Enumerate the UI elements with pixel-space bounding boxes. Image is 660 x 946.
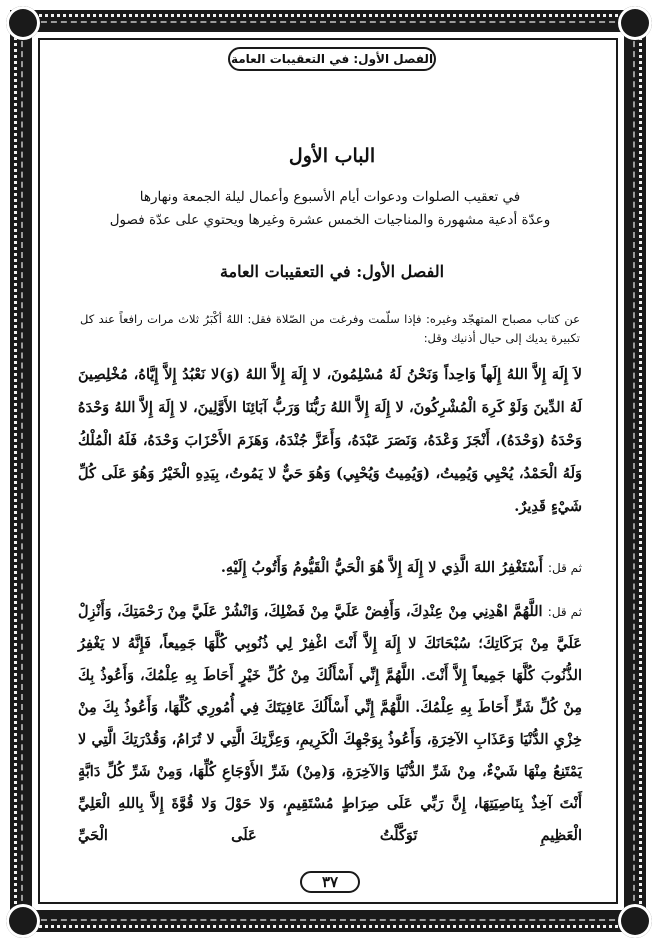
dua-istighfar-prefix: ثم قل:: [547, 561, 582, 575]
dua-hidayah: [78, 596, 582, 852]
chapter-intro: [80, 186, 580, 232]
intro-line-1: في تعقيب الصلوات ودعوات أيام الأسبوع وأعمال ليلة الجمعة ونهارها: [139, 189, 521, 205]
border-corner-ornament-bottom-right: [618, 904, 652, 938]
border-corner-ornament-top-left: [6, 6, 40, 40]
source-note: عن كتاب مصباح المتهجّد وغيره: فإذا سلّمت وفرغت من الصّلاة فقل: اللهُ أكْبَرُ ثلاث مرات رافعاً عند كل تكبيرة يديك إلى حيال أذنيك وقل:: [80, 312, 580, 345]
page-number: ٣٧: [300, 871, 360, 893]
running-header: [228, 47, 436, 71]
dua-hidayah-prefix: ثم قل:: [547, 605, 582, 619]
running-header-title: الفصل الأول: في التعقيبات العامة: [230, 52, 434, 66]
chapter-title: الباب الأول: [288, 145, 376, 167]
dua-tahlil: لاَ إِلَهَ إِلاَّ اللهُ إِلَهاً وَاحِداً وَنَحْنُ لَهُ مُسْلِمُونَ، لا إِلَهَ إِلاَّ اللهُ (وَ)لا نَعْبُدُ إِلاَّ إِيَّاهُ، مُخْلِصِينَ لَهُ الدِّينَ وَلَوْ كَرِهَ الْمُشْرِكُونَ، لا إِلَهَ إِلاَّ اللهُ رَبُّنَا وَرَبُّ آبَائِنَا الأَوَّلِينَ، لا إِلَهَ إِلاَّ اللهُ وَحْدَهُ وَحْدَهُ (وَحْدَهُ)، أَنْجَزَ وَعْدَهُ، وَنَصَرَ عَبْدَهُ، وَأَعَزَّ جُنْدَهُ، وَهَزَمَ الأَحْزَابَ وَحْدَهُ، فَلَهُ الْمُلْكُ وَلَهُ الْحَمْدُ، يُحْيِي وَيُمِيتُ، (وَيُمِيتُ وَيُحْيِي) وَهُوَ حَيٌّ لا يَمُوتُ، بِيَدِهِ الْخَيْرُ وَهُوَ عَلَى كُلِّ شَيْءٍ قَدِيرٌ.: [78, 366, 582, 515]
dua-istighfar: [78, 553, 582, 583]
intro-line-2: وعدّة أدعية مشهورة والمناجيات الخمس عشرة وغيرها ويحتوي على عدّة فصول: [109, 212, 551, 228]
dua-hidayah-text: اللَّهُمَّ اهْدِنِي مِنْ عِنْدِكَ، وَأَفِضْ عَلَيَّ مِنْ فَضْلِكَ، وَانْشُرْ عَلَيَّ مِنْ رَحْمَتِكَ، وَأَنْزِلْ عَلَيَّ مِنْ بَرَكَاتِكَ؛ سُبْحَانَكَ لا إِلَهَ إِلاَّ أَنْتَ اغْفِرْ لِي ذُنُوبِي كُلَّهَا جَمِيعاً، فَإِنَّهُ لا يَغْفِرُ الذُّنُوبَ كُلَّهَا جَمِيعاً إِلاَّ أَنْتَ. اللَّهُمَّ إِنِّي أَسْأَلُكَ مِنْ كُلِّ خَيْرٍ أَحَاطَ بِهِ عِلْمُكَ، وَأَعُوذُ بِكَ مِنْ كُلِّ شَرٍّ أَحَاطَ بِهِ عِلْمُكَ. اللَّهُمَّ إِنِّي أَسْأَلُكَ عَافِيَتَكَ فِي أُمُورِي كُلِّهَا، وَأَعُوذُ بِكَ مِنْ خِزْيِ الدُّنْيَا وَعَذَابِ الآخِرَةِ، وَأَعُوذُ بِوَجْهِكَ الْكَرِيمِ، وَعِزَّتِكَ الَّتِي لا تُرَامُ، وَقُدْرَتِكَ الَّتِي لا يَمْتَنِعُ مِنْهَا شَيْءٌ، مِنْ شَرِّ الدُّنْيَا وَالآخِرَةِ، وَ(مِنْ) شَرِّ الأَوْجَاعِ كُلِّهَا، وَمِنْ شَرِّ كُلِّ دَابَّةٍ أَنْتَ آخِذٌ بِنَاصِيَتِهَا، إِنَّ رَبِّي عَلَى صِرَاطٍ مُسْتَقِيمٍ، وَلا حَوْلَ وَلا قُوَّةَ إِلاَّ بِاللهِ الْعَلِيِّ الْعَظِيمِ تَوَكَّلْتُ عَلَى الْحَيِّ: [78, 603, 582, 844]
border-corner-ornament-top-right: [618, 6, 652, 40]
section-title: الفصل الأول: في التعقيبات العامة: [219, 262, 445, 281]
border-corner-ornament-bottom-left: [6, 904, 40, 938]
dua-istighfar-text: أَسْتَغْفِرُ اللهَ الَّذِي لا إِلَهَ إِلاَّ هُوَ الْحَيُّ الْقَيُّومُ وَأَتُوبُ إِلَيْهِ.: [220, 559, 543, 576]
